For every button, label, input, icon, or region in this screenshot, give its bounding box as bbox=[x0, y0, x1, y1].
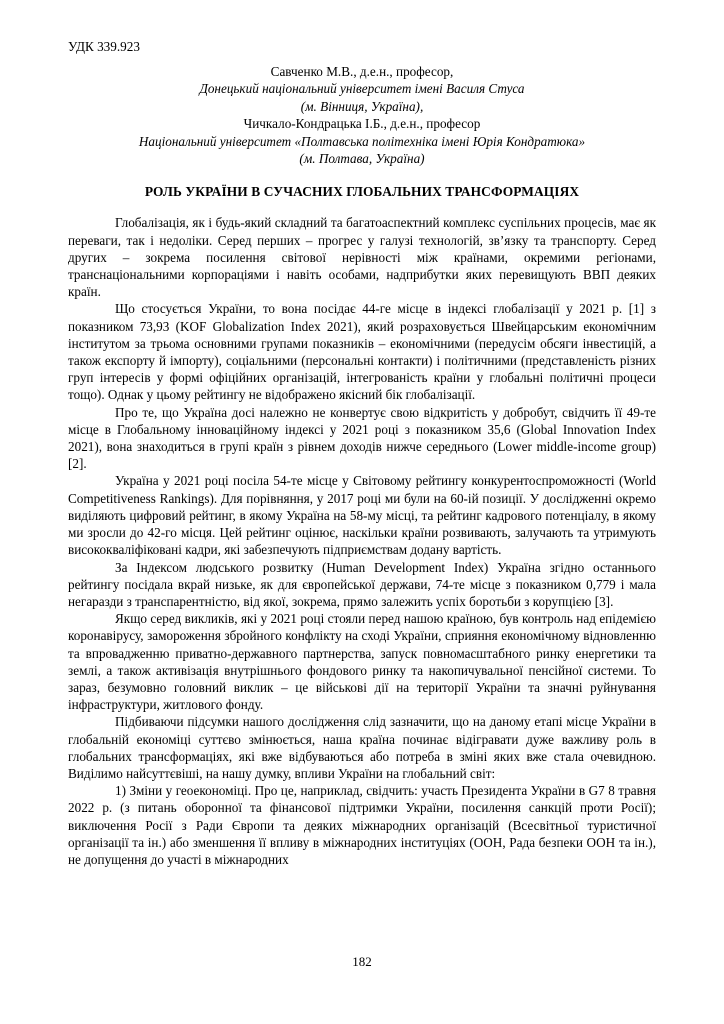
page-number: 182 bbox=[352, 954, 372, 969]
author-affiliation: Донецький національний університет імені Василя Стуса bbox=[199, 81, 525, 97]
author-name: Савченко М.В., д.е.н., професор, bbox=[270, 64, 454, 79]
author-block bbox=[68, 63, 656, 167]
document-page bbox=[68, 38, 656, 988]
author-location: (м. Полтава, Україна) bbox=[299, 151, 425, 167]
numbered-list-item: 1) Зміни у геоекономіці. Про це, наприклад, свідчить: участь Президента України в G7 8 травня 2022 р. (з питань оборонної та фінансової підтримки України, посилення санкцій проти Росії); виключення Росії з Ради Європи та деяких міжнародних організацій (Всесвітньої туристичної організації та ін.) або зменшення її впливу в міжнародних інституціях (ООН, Рада безпеки ООН та ін.), не допущення до участі в міжнародних bbox=[68, 783, 656, 867]
body-paragraph: Що стосується України, то вона посідає 44-ге місце в індексі глобалізації у 2021 р. [1] з показником 73,93 (KOF Globalization Index 2021), який розраховується Швейцарським економічним інститутом за трьома основними групами показників – економічними (передусім обсяги інвестицій, а також експорту й імпорту), соціальними (персональні контакти) і політичними (представленість різних груп інтересів у формі офіційних організацій, інтегрованість країни у глобальні політичні процеси тощо). Однак у цьому рейтингу не відображено якісний бік глобалізації. bbox=[68, 301, 656, 403]
body-paragraph: Україна у 2021 році посіла 54-те місце у Світовому рейтингу конкурентоспроможності (World Competitiveness Rankings). Для порівняння, у 2017 році ми були на 60-ій позиції. У дослідженні окремо виділяють цифровий рейтинг, в якому Україна на 58-му місці, та рейтинг кадрового потенціалу, в якому ми зросли до 42-го місця. Цей рейтинг оцінює, наскільки країни розвивають, залучають та утримують висококваліфіковані кадри, які забезпечують підприємствам додану вартість. bbox=[68, 473, 656, 558]
body-paragraph: За Індексом людського розвитку (Human Development Index) Україна згідно останнього рейтингу посідала вкрай низьке, як для європейської держави, 74-те місце з показником 0,779 і мала негаразди з транспарентністю, від якої, зокрема, прямо залежить успіх боротьби з корупцією [3]. bbox=[68, 559, 656, 609]
udk-code: УДК 339.923 bbox=[68, 39, 140, 54]
author-affiliation: Національний університет «Полтавська політехніка імені Юрія Кондратюка» bbox=[138, 133, 586, 149]
article-title: РОЛЬ УКРАЇНИ В СУЧАСНИХ ГЛОБАЛЬНИХ ТРАНСФОРМАЦІЯХ bbox=[144, 184, 580, 200]
author-location: (м. Вінниця, Україна), bbox=[300, 98, 424, 114]
article-body bbox=[68, 214, 656, 868]
body-paragraph: Про те, що Україна досі належно не конвертує свою відкритість у добробут, свідчить її 49-те місце в Глобальному інноваційному індексі у 2021 році з показником 35,6 (Global Innovation Index 2021), вона знаходиться в групі країн з рівнем доходів нижче середнього (Lower middle-income group) [2]. bbox=[68, 404, 656, 472]
body-paragraph: Глобалізація, як і будь-який складний та багатоаспектний комплекс суспільних процесів, має як переваги, так і недоліки. Серед перших – прогрес у галузі технологій, зв’язку та транспорту. Серед других – зокрема посилення світової нерівності між країнами, окремими регіонами, транснаціональними корпораціями і навіть особами, надприбутки яких перевищують ВВП деяких країн. bbox=[68, 215, 656, 300]
body-paragraph: Підбиваючи підсумки нашого дослідження слід зазначити, що на даному етапі місце України в глобальній економіці суттєво змінюється, наша країна починає відігравати дуже важливу роль в глобальних трансформаціях, які вже відбуваються або потреба в зміні яких вже стала очевидною. Виділимо найсуттєвіші, на нашу думку, впливи України на глобальний світ: bbox=[68, 714, 656, 781]
body-paragraph: Якщо серед викликів, які у 2021 році стояли перед нашою країною, був контроль над епідемією коронавірусу, замороження збройного конфлікту на сході України, сприяння економічному відновленню та впровадженню приватно-державного партнерства, запуск повномасштабного ринку енергетики та землі, а також активізація внутрішнього фондового ринку та накопичувальної пенсійної системи. То зараз, безумовно головний виклик – це військові дії на території України та значні руйнування інфраструктури, житлового фонду. bbox=[68, 611, 656, 713]
author-name: Чичкало-Кондрацька І.Б., д.е.н., професор bbox=[243, 116, 481, 132]
